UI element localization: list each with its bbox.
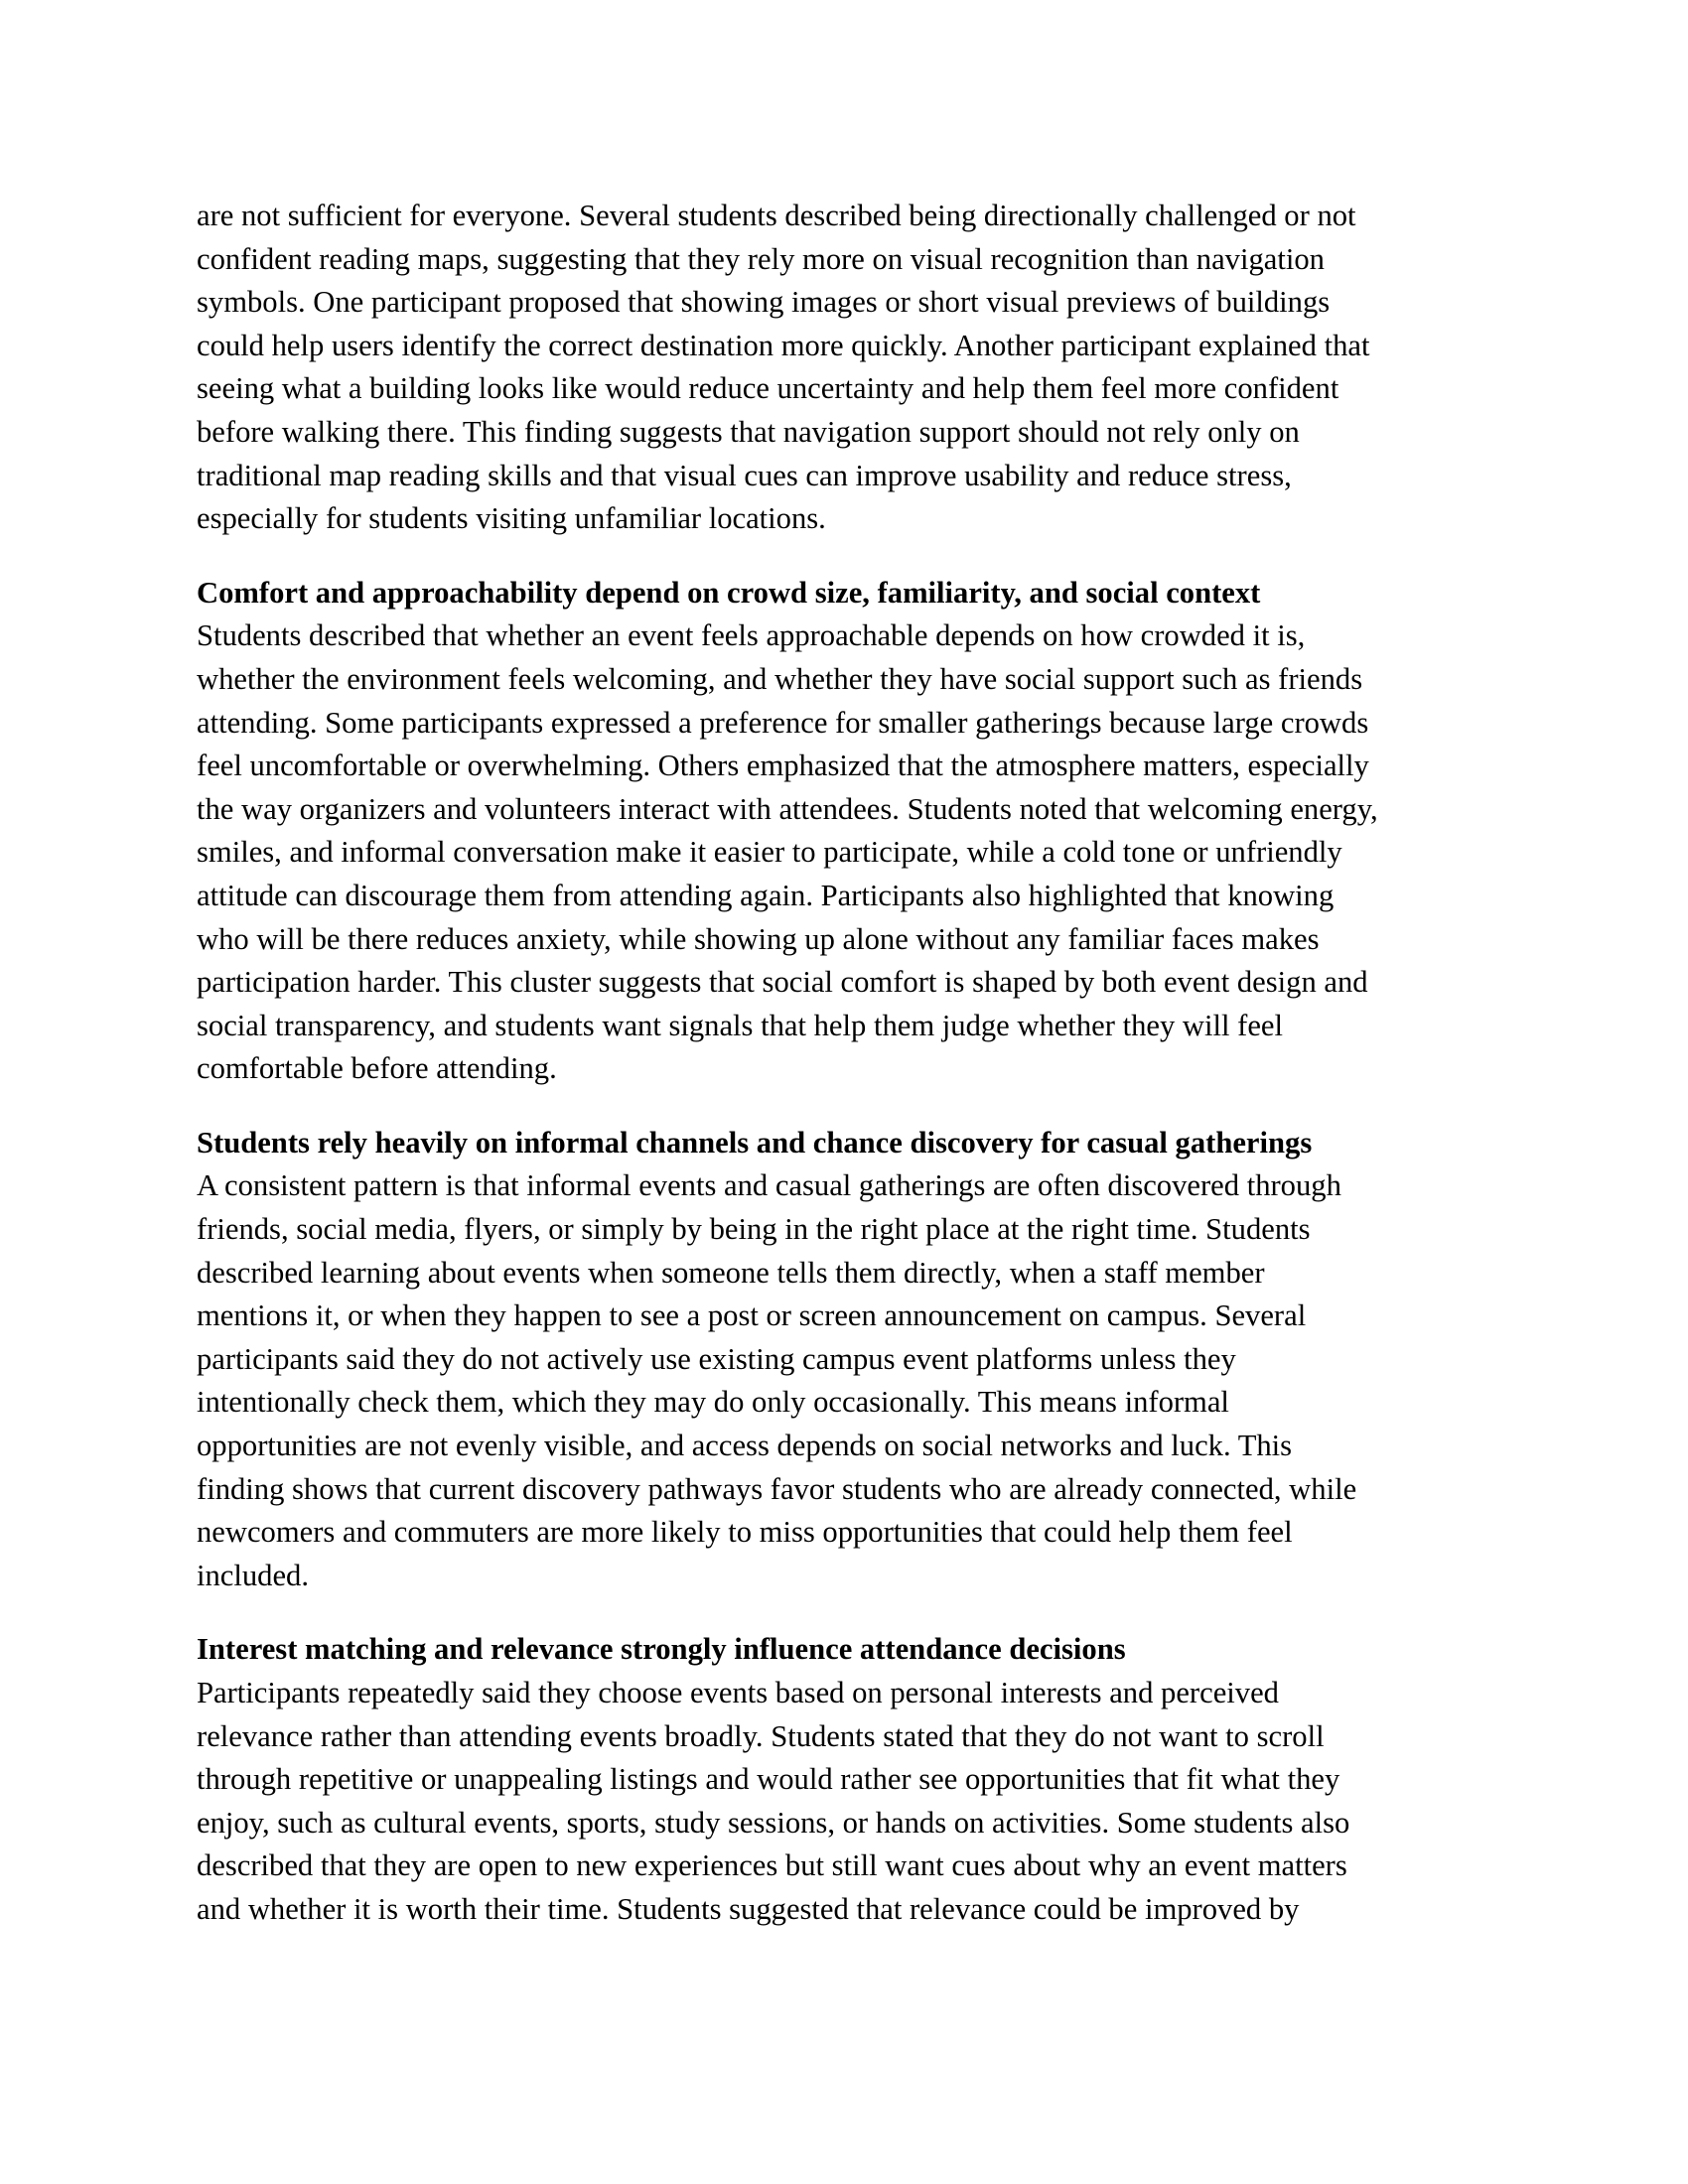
text-line: mentions it, or when they happen to see a post or screen announcement on campus. Several <box>197 1298 1307 1333</box>
text-line: finding shows that current discovery pathways favor students who are already connected, while <box>197 1471 1357 1506</box>
text-line: traditional map reading skills and that visual cues can improve usability and reduce stress, <box>197 458 1292 492</box>
text-line: through repetitive or unappealing listings and would rather see opportunities that fit what they <box>197 1762 1340 1797</box>
section-paragraph <box>197 1164 1497 1597</box>
text-line: attending. Some participants expressed a preference for smaller gatherings because large crowds <box>197 705 1369 740</box>
text-line: enjoy, such as cultural events, sports, study sessions, or hands on activities. Some students also <box>197 1805 1350 1840</box>
text-line: relevance rather than attending events broadly. Students stated that they do not want to scroll <box>197 1718 1325 1753</box>
text-line: smiles, and informal conversation make it easier to participate, while a cold tone or unfriendly <box>197 835 1342 870</box>
text-line: seeing what a building looks like would reduce uncertainty and help them feel more confident <box>197 371 1339 406</box>
text-line: intentionally check them, which they may do only occasionally. This means informal <box>197 1385 1229 1420</box>
text-line: attitude can discourage them from attending again. Participants also highlighted that knowing <box>197 878 1335 912</box>
text-line: newcomers and commuters are more likely to miss opportunities that could help them feel <box>197 1515 1293 1550</box>
text-line: confident reading maps, suggesting that they rely more on visual recognition than navigation <box>197 241 1325 276</box>
section-heading: Comfort and approachability depend on crowd size, familiarity, and social context <box>197 575 1261 610</box>
intro-paragraph <box>197 195 1497 541</box>
section-comfort-approachability <box>197 572 1497 1091</box>
section-interest-matching <box>197 1628 1497 1931</box>
text-line: Students described that whether an event feels approachable depends on how crowded it is, <box>197 618 1306 653</box>
section-informal-channels <box>197 1122 1497 1598</box>
section-heading: Interest matching and relevance strongly influence attendance decisions <box>197 1632 1126 1667</box>
text-line: especially for students visiting unfamiliar locations. <box>197 501 826 536</box>
text-line: and whether it is worth their time. Students suggested that relevance could be improved by <box>197 1891 1300 1926</box>
text-line: whether the environment feels welcoming, and whether they have social support such as friends <box>197 661 1363 696</box>
text-line: opportunities are not evenly visible, and access depends on social networks and luck. This <box>197 1429 1293 1463</box>
text-line: described learning about events when someone tells them directly, when a staff member <box>197 1255 1265 1290</box>
section-paragraph <box>197 614 1497 1091</box>
text-line: A consistent pattern is that informal events and casual gatherings are often discovered through <box>197 1168 1341 1203</box>
text-line: are not sufficient for everyone. Several students described being directionally challenged or not <box>197 199 1356 232</box>
text-line: described that they are open to new experiences but still want cues about why an event matters <box>197 1848 1347 1883</box>
text-line: friends, social media, flyers, or simply by being in the right place at the right time. Students <box>197 1212 1311 1247</box>
text-line: who will be there reduces anxiety, while showing up alone without any familiar faces makes <box>197 921 1320 956</box>
text-line: comfortable before attending. <box>197 1051 557 1086</box>
text-line: included. <box>197 1558 309 1592</box>
document-page <box>197 195 1497 1932</box>
text-line: the way organizers and volunteers interact with attendees. Students noted that welcoming energy, <box>197 791 1378 826</box>
section-paragraph <box>197 1672 1497 1932</box>
text-line: feel uncomfortable or overwhelming. Others emphasized that the atmosphere matters, especially <box>197 749 1369 783</box>
text-line: could help users identify the correct destination more quickly. Another participant explained that <box>197 328 1370 362</box>
section-heading: Students rely heavily on informal channels and chance discovery for casual gatherings <box>197 1125 1313 1160</box>
text-line: Participants repeatedly said they choose events based on personal interests and perceived <box>197 1676 1279 1709</box>
text-line: symbols. One participant proposed that showing images or short visual previews of buildings <box>197 285 1331 320</box>
text-line: participants said they do not actively use existing campus event platforms unless they <box>197 1341 1236 1376</box>
text-line: social transparency, and students want signals that help them judge whether they will feel <box>197 1008 1283 1042</box>
text-line: participation harder. This cluster suggests that social comfort is shaped by both event design and <box>197 965 1368 1000</box>
text-line: before walking there. This finding suggests that navigation support should not rely only on <box>197 414 1300 449</box>
